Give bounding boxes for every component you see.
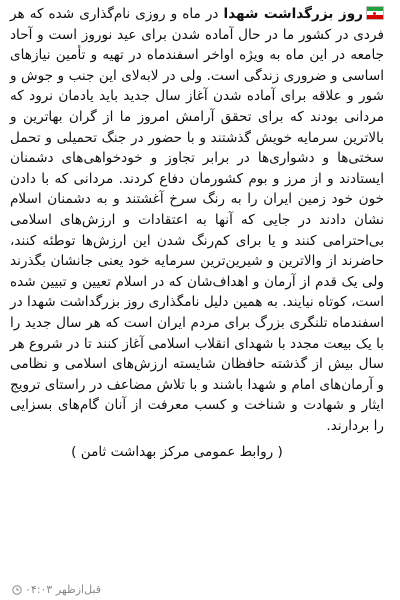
clock-icon [12,585,22,595]
article-body [10,4,384,436]
source-attribution: ( روابط عمومی مرکز بهداشت ثامن ) [71,444,283,461]
headline: روز بزرگداشت شهدا [223,6,363,22]
timestamp-text: ۰۴:۰۳ قبل‌ازظهر [25,583,102,596]
post-timestamp [12,583,101,596]
article-text: در ماه و روزی نام‌گذاری شده که هر فردی در کشور ما در حال آماده شدن برای عید نوروز است و آحاد جامعه در این ماه به ویژه اواخر اسفندماه در تهیه و تأمین نیازهای اساسی و ضروری زندگی است. ولی در لابه‌لای این جنب و جوش و شور و علاقه برای آماده شدن آغاز سال جدید باید یادمان نرود که مردانی بودند که برای تحقق آرامش امروز ما از گران بهاترین و بالاترین سرمایه خویش گذشتند و با حضور در جنگ تحمیلی و تحمل سختی‌ها و دشواری‌ها در برابر تجاوز و خودخواهی‌های دشمنان ایستادند و از مرز و بوم کشورمان دفاع کردند. مردانی که با دادن خون خود زمین ایران را به رنگ سرخ آغشتند و به دشمنان اسلام نشان دادند در جایی که آنها به اعتقادات و ارزش‌های اسلامی بی‌احترامی کنند و یا برای کم‌رنگ شدن این ارزش‌ها توطئه کنند، حاضرند از والاترین و شیرین‌ترین سرمایه خود یعنی جانشان بگذرند ولی یک قدم از آرمان و اهداف‌شان که در اسلام تعیین و تبیین شده است، کوتاه نیایند. به همین دلیل نامگذاری روز بزرگداشت شهدا در اسفندماه تلنگری بزرگ برای مردم ایران است که هر سال جدید را با یک بیعت مجدد با شهدای انقلاب اسلامی آغاز کنند تا در شروع هر سال بیش از گذشته حافظان شایسته ارزش‌های اسلامی و نظامی و آرمان‌های امام و شهدا باشند و با تلاش مضاعف در راستای ترویج ایثار و شهادت و شناخت و کسب معرفت از آنان گام‌های بسزایی را بردارند. [10,6,384,434]
iran-flag-icon [366,6,384,20]
